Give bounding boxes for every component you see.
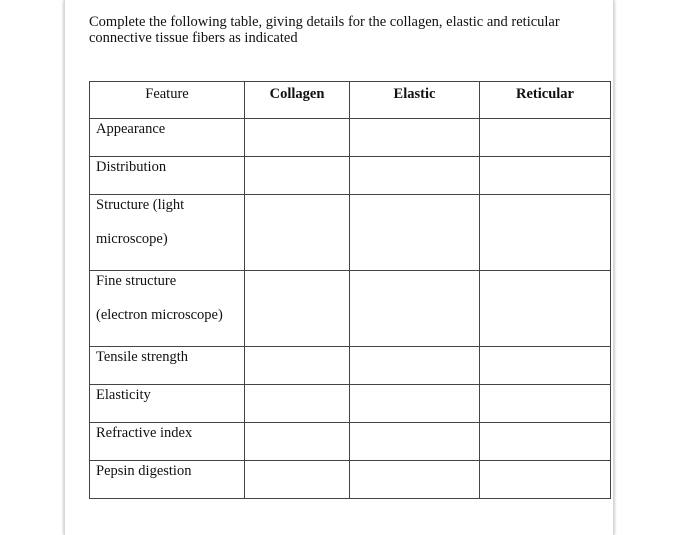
row-label-cell — [90, 423, 245, 461]
table-row — [90, 385, 611, 423]
instructions-line-2: connective tissue fibers as indicated — [89, 30, 298, 46]
row-label: Elasticity — [96, 387, 151, 403]
header-reticular: Reticular — [480, 82, 611, 119]
reticular-cell[interactable] — [480, 157, 611, 195]
table-row — [90, 461, 611, 499]
collagen-cell[interactable] — [245, 271, 350, 347]
elastic-cell[interactable] — [350, 461, 480, 499]
elastic-cell[interactable] — [350, 347, 480, 385]
header-feature: Feature — [90, 82, 245, 119]
row-label: Refractive index — [96, 425, 193, 441]
reticular-cell[interactable] — [480, 195, 611, 271]
elastic-cell[interactable] — [350, 271, 480, 347]
document-page — [64, 0, 614, 535]
reticular-cell[interactable] — [480, 119, 611, 157]
table-header-row — [90, 82, 611, 119]
header-collagen: Collagen — [245, 82, 350, 119]
row-label-continued: microscope) — [96, 231, 168, 247]
row-label-cell — [90, 347, 245, 385]
reticular-cell[interactable] — [480, 271, 611, 347]
reticular-cell[interactable] — [480, 423, 611, 461]
row-label: Pepsin digestion — [96, 463, 192, 479]
reticular-cell[interactable] — [480, 385, 611, 423]
row-label-cell — [90, 461, 245, 499]
row-label: Appearance — [96, 121, 166, 137]
reticular-cell[interactable] — [480, 347, 611, 385]
table-row — [90, 157, 611, 195]
table-row — [90, 347, 611, 385]
table-row — [90, 195, 611, 271]
elastic-cell[interactable] — [350, 423, 480, 461]
row-label: Structure (light — [96, 197, 185, 213]
instructions-text — [89, 14, 609, 46]
row-label: Tensile strength — [96, 349, 189, 365]
instructions-line-1: Complete the following table, giving details for the collagen, elastic and reticular — [89, 14, 560, 30]
collagen-cell[interactable] — [245, 119, 350, 157]
row-label: Fine structure — [96, 273, 177, 289]
fiber-comparison-table — [89, 81, 611, 499]
row-label-continued: (electron microscope) — [96, 307, 223, 323]
collagen-cell[interactable] — [245, 423, 350, 461]
reticular-cell[interactable] — [480, 461, 611, 499]
row-label-cell — [90, 385, 245, 423]
collagen-cell[interactable] — [245, 461, 350, 499]
collagen-cell[interactable] — [245, 385, 350, 423]
row-label-cell — [90, 195, 245, 271]
collagen-cell[interactable] — [245, 195, 350, 271]
elastic-cell[interactable] — [350, 157, 480, 195]
table-row — [90, 271, 611, 347]
header-elastic: Elastic — [350, 82, 480, 119]
collagen-cell[interactable] — [245, 347, 350, 385]
elastic-cell[interactable] — [350, 119, 480, 157]
collagen-cell[interactable] — [245, 157, 350, 195]
row-label-cell — [90, 157, 245, 195]
row-label-cell — [90, 271, 245, 347]
table-row — [90, 423, 611, 461]
row-label: Distribution — [96, 159, 167, 175]
table-row — [90, 119, 611, 157]
elastic-cell[interactable] — [350, 385, 480, 423]
elastic-cell[interactable] — [350, 195, 480, 271]
row-label-cell — [90, 119, 245, 157]
